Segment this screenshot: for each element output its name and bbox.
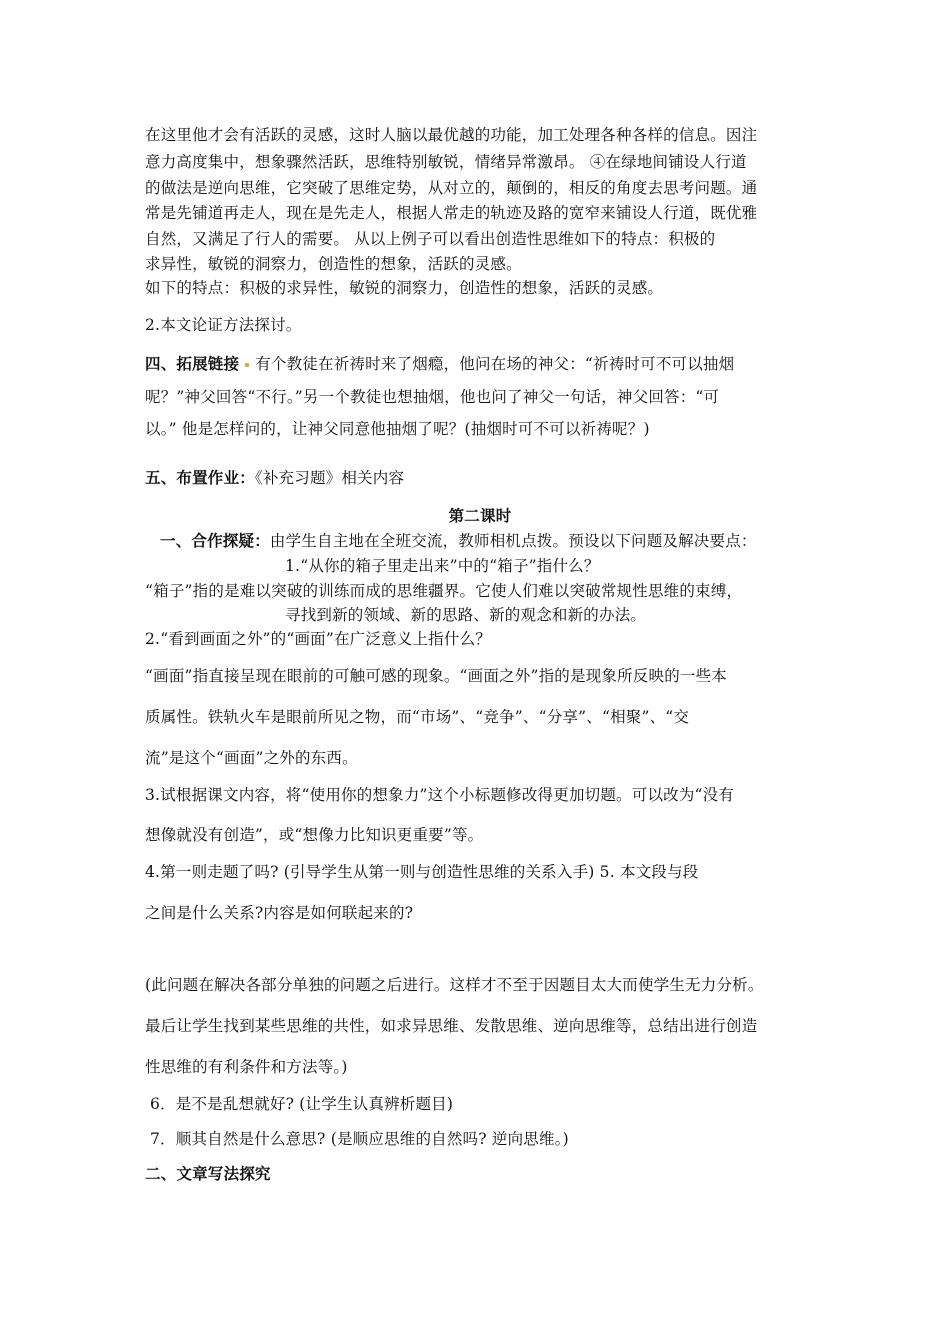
paragraph-line: 以。” 他是怎样问的，让神父同意他抽烟了呢？(抽烟时可不可以祈祷呢？) [145, 420, 650, 438]
section-heading: 二、文章写法探究 [145, 1165, 271, 1183]
question-line: 2.“看到画面之外”的“画面”在广泛意义上指什么？ [145, 630, 491, 648]
answer-line: “箱子”指的是难以突破的训练而成的思维疆界。它使人们难以突破常规性思维的束缚， [145, 582, 743, 600]
marker-icon [245, 363, 249, 367]
paragraph-line: 的做法是逆向思维，它突破了思维定势，从对立的，颠倒的，相反的角度去思考问题。通 [145, 179, 758, 197]
paragraph-line: 求异性，敏锐的洞察力，创造性的想象，活跃的灵感。 [145, 255, 522, 273]
question-line: 1.“从你的箱子里走出来”中的“箱子”指什么？ [285, 557, 600, 575]
paragraph-line: 呢？”神父回答“不行。”另一个教徒也想抽烟，他也问了神父一句话，神父回答：“可 [145, 388, 720, 406]
note-line: 性思维的有利条件和方法等。) [145, 1058, 348, 1076]
paragraph-line: 如下的特点：积极的求异性，敏锐的洞察力，创造性的想象，活跃的灵感。 [145, 279, 664, 297]
section-text: 《补充习题》相关内容 [254, 469, 405, 487]
section-4-line [145, 353, 815, 375]
paragraph-line: 自然，又满足了行人的需要。 从以上例子可以看出创造性思维如下的特点：积极的 [145, 230, 716, 248]
question-line: 6．是不是乱想就好? (让学生认真辨析题目) [150, 1095, 454, 1113]
question-line: 想像就没有创造”，或“想像力比知识更重要”等。 [145, 826, 484, 844]
note-line: 最后让学生找到某些思维的共性，如求异思维、发散思维、逆向思维等，总结出进行创造 [145, 1017, 758, 1035]
question-line: 之间是什么关系?内容是如何联起来的? [145, 904, 414, 922]
question-line: 2.本文论证方法探讨。 [145, 316, 302, 334]
section-5-line [145, 467, 815, 489]
answer-line: 质属性。铁轨火车是眼前所见之物，而“市场”、“竞争”、“分享”、“相聚”、“交 [145, 708, 690, 726]
question-line: 3.试根据课文内容，将“使用你的想象力”这个小标题修改得更加切题。可以改为“没有 [145, 786, 735, 804]
note-line: (此问题在解决各部分单独的问题之后进行。这样才不至于因题目太大而使学生无力分析。 [145, 976, 764, 994]
question-line: 7．顺其自然是什么意思? (是顺应思维的自然吗? 逆向思维。) [150, 1130, 569, 1148]
question-line: 4.第一则走题了吗? (引导学生从第一则与创造性思维的关系入手) 5. 本文段与段 [145, 863, 699, 881]
paragraph-line: 常是先铺道再走人，现在是先走人，根据人常走的轨迹及路的宽窄来铺设人行道，既优雅 [145, 204, 758, 222]
section-text: 有个教徒在祈祷时来了烟瘾，他问在场的神父：“祈祷时可不可以抽烟 [255, 355, 735, 373]
answer-line: “画面”指直接呈现在眼前的可触可感的现象。“画面之外”指的是现象所反映的一些本 [145, 667, 727, 685]
section-heading: 一、合作探疑： [160, 532, 270, 550]
section-heading: 四、拓展链接 [145, 355, 240, 373]
section-heading: 五、布置作业： [145, 469, 255, 487]
paragraph-line: 意力高度集中，想象骤然活跃，思维特别敏锐，情绪异常激昂。 ④在绿地间铺设人行道 [145, 153, 747, 171]
section-1-line [160, 530, 830, 552]
paragraph-line: 在这里他才会有活跃的灵感，这时人脑以最优越的功能，加工处理各种各样的信息。因注 [145, 126, 758, 144]
lesson-title: 第二课时 [448, 507, 512, 525]
section-text: 由学生自主地在全班交流，教师相机点拨。预设以下问题及解决要点： [269, 532, 757, 550]
answer-line: 流”是这个“画面”之外的东西。 [145, 749, 358, 767]
answer-line: 寻找到新的领域、新的思路、新的观念和新的办法。 [285, 606, 647, 624]
